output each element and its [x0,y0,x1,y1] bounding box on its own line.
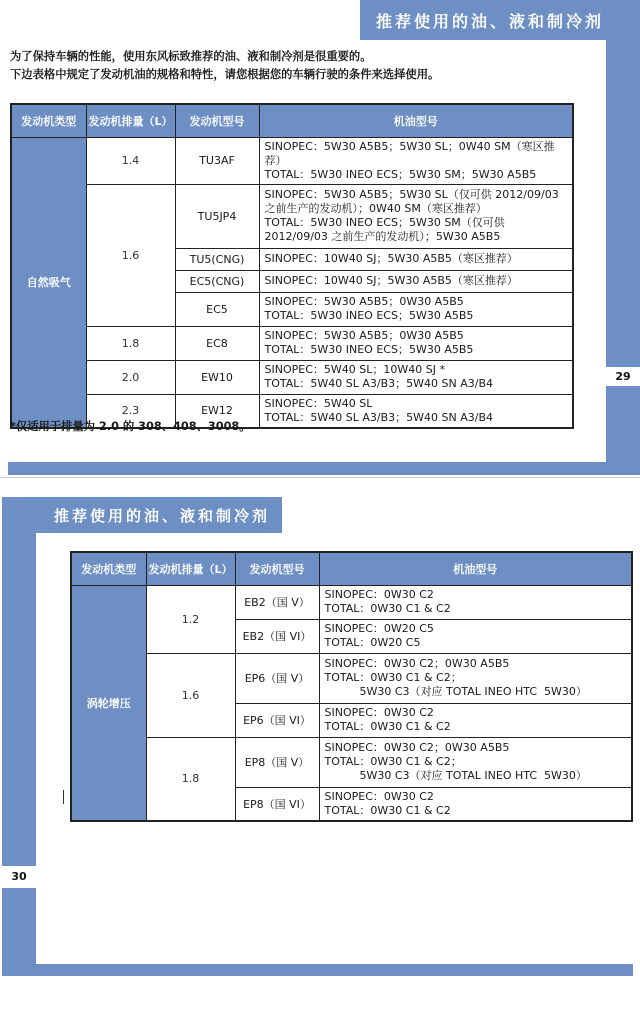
table-row [71,653,632,703]
table-row [71,737,632,787]
page1-bottom-bar [8,462,640,475]
header-engine-type: 发动机类型 [11,104,86,137]
intro-line-1: 为了保持车辆的性能，使用东风标致推荐的油、液和制冷剂是很重要的。 [10,50,372,63]
oil-spec-cell: SINOPEC：10W40 SJ；5W30 A5B5（寒区推荐） [259,248,573,270]
table-row [11,137,573,184]
displacement-cell: 2.0 [86,360,175,394]
engine-model-cell: EB2（国 V） [235,585,319,619]
oil-spec-cell: SINOPEC：5W30 A5B5；5W30 SL；0W40 SM（寒区推荐） TOTAL：5W30 INEO ECS；5W30 SM；5W30 A5B5 [259,137,573,184]
header-engine-model: 发动机型号 [235,552,319,585]
engine-model-cell: EB2（国 VI） [235,619,319,653]
engine-model-cell: TU5JP4 [175,184,259,248]
oil-spec-cell: SINOPEC：0W30 C2 TOTAL：0W30 C1 & C2 [319,787,632,821]
table-row [11,360,573,394]
page1-footnote: *仅适用于排量为 2.0 的 308、408、3008。 [10,420,251,433]
engine-model-cell: EP8（国 VI） [235,787,319,821]
page2-bottom-bar [2,964,633,976]
oil-spec-cell: SINOPEC：5W30 A5B5；0W30 A5B5 TOTAL：5W30 INEO ECS；5W30 A5B5 [259,292,573,326]
oil-spec-cell: SINOPEC：0W30 C2；0W30 A5B5 TOTAL：0W30 C1 & C2； 5W30 C3（对应 TOTAL INEO HTC 5W30） [319,737,632,787]
oil-spec-cell: SINOPEC：5W40 SL TOTAL：5W40 SL A3/B3；5W40 SN A3/B4 [259,394,573,428]
oil-spec-cell: SINOPEC：10W40 SJ；5W30 A5B5（寒区推荐） [259,270,573,292]
oil-spec-cell: SINOPEC：5W40 SL；10W40 SJ * TOTAL：5W40 SL A3/B3；5W40 SN A3/B4 [259,360,573,394]
engine-model-cell: EC5 [175,292,259,326]
displacement-cell: 1.6 [86,184,175,326]
oil-spec-cell: SINOPEC：0W30 C2 TOTAL：0W30 C1 & C2 [319,703,632,737]
engine-model-cell: EC5(CNG) [175,270,259,292]
page2-page-number: 30 [11,870,27,883]
header-oil-spec: 机油型号 [259,104,573,137]
page1-right-margin-bar [606,40,640,367]
page1-section-title: 推荐使用的油、液和制冷剂 [360,0,640,40]
oil-spec-cell: SINOPEC：5W30 A5B5；0W30 A5B5 TOTAL：5W30 INEO ECS；5W30 A5B5 [259,326,573,360]
page2-left-margin-bar [2,533,36,866]
header-engine-model: 发动机型号 [175,104,259,137]
engine-model-cell: EW12 [175,394,259,428]
displacement-cell: 1.2 [146,585,235,653]
page2-left-margin-bar-lower [2,888,36,976]
table-row [11,326,573,360]
oil-spec-cell: SINOPEC：0W20 C5 TOTAL：0W20 C5 [319,619,632,653]
engine-model-cell: TU3AF [175,137,259,184]
page1-page-number: 29 [615,370,631,383]
header-displacement: 发动机排量（L） [86,104,175,137]
engine-model-cell: EC8 [175,326,259,360]
page-separator [0,477,640,478]
engine-type-cell: 自然吸气 [11,137,86,428]
page2-section-title: 推荐使用的油、液和制冷剂 [2,497,282,533]
engine-model-cell: TU5(CNG) [175,248,259,270]
engine-model-cell: EW10 [175,360,259,394]
engine-model-cell: EP6（国 VI） [235,703,319,737]
displacement-cell: 2.3 [86,394,175,428]
table-row [71,585,632,619]
oil-spec-cell: SINOPEC：0W30 C2；0W30 A5B5 TOTAL：0W30 C1 & C2； 5W30 C3（对应 TOTAL INEO HTC 5W30） [319,653,632,703]
oil-spec-cell: SINOPEC：0W30 C2 TOTAL：0W30 C1 & C2 [319,585,632,619]
intro-line-2: 下边表格中规定了发动机油的规格和特性，请您根据您的车辆行驶的条件来选择使用。 [10,68,440,81]
displacement-cell: 1.8 [86,326,175,360]
displacement-cell: 1.6 [146,653,235,737]
displacement-cell: 1.4 [86,137,175,184]
turbocharged-oil-table [70,551,633,822]
naturally-aspirated-oil-table [10,103,574,429]
page1-intro [10,48,600,84]
header-engine-type: 发动机类型 [71,552,146,585]
engine-model-cell: EP6（国 V） [235,653,319,703]
displacement-cell: 1.8 [146,737,235,821]
engine-type-cell: 涡轮增压 [71,585,146,821]
table-row [11,184,573,248]
oil-spec-cell: SINOPEC：5W30 A5B5；5W30 SL（仅可供 2012/09/03 之前生产的发动机）；0W40 SM（寒区推荐） TOTAL：5W30 INEO ECS；5W30 SM（仅可供 2012/09/03 之前生产的发动机）；5W30 A5B5 [259,184,573,248]
engine-model-cell: EP8（国 V） [235,737,319,787]
header-displacement: 发动机排量（L） [146,552,235,585]
text-cursor [63,790,64,804]
header-oil-spec: 机油型号 [319,552,632,585]
